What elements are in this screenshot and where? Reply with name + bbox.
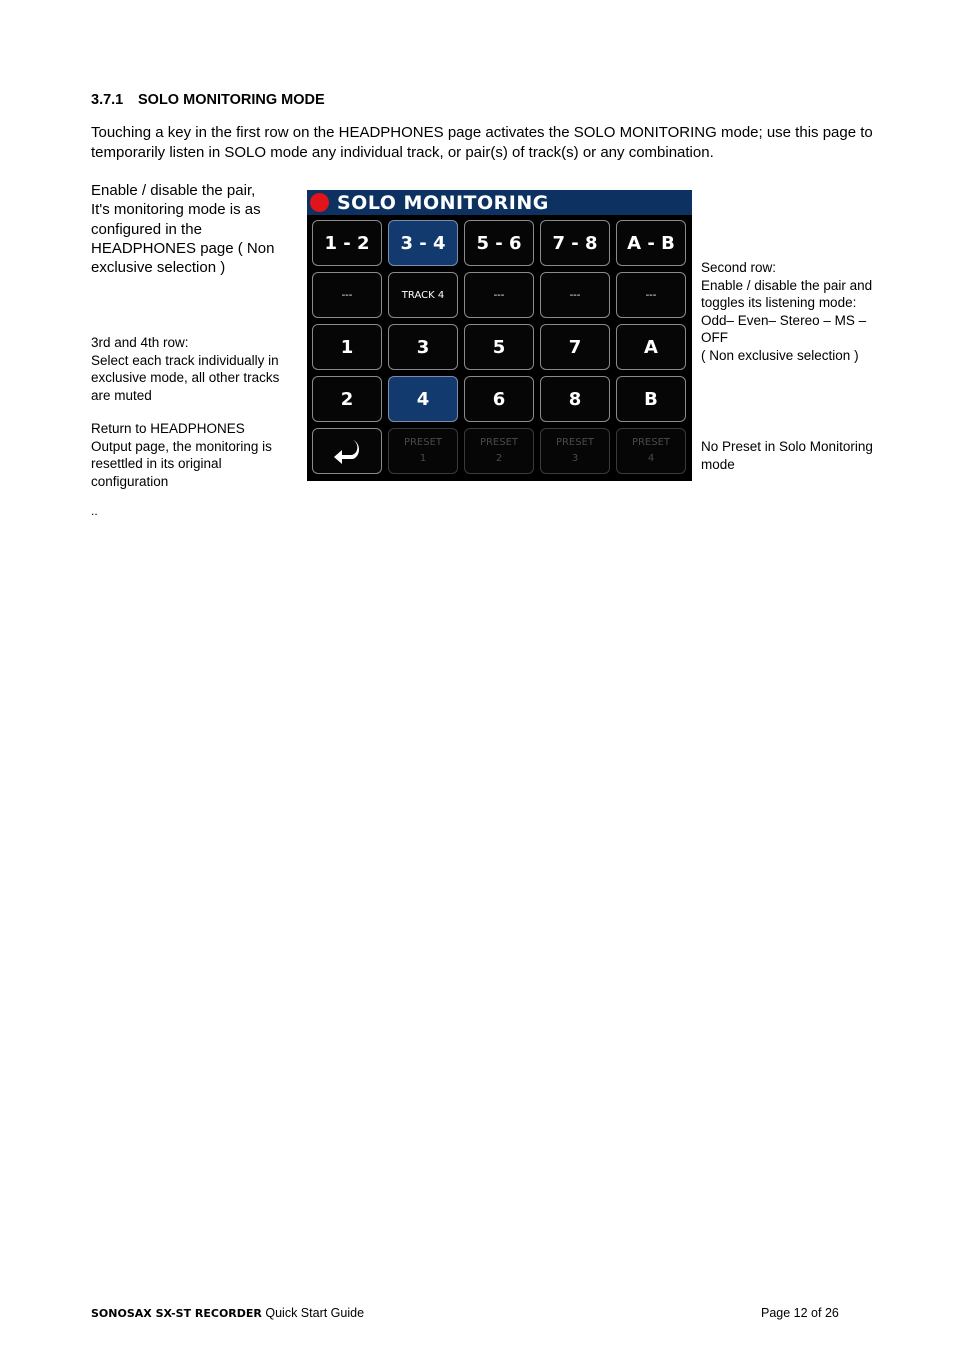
record-indicator-icon <box>310 193 329 212</box>
page-number: Page 12 of 26 <box>761 1306 839 1320</box>
track-key-a[interactable]: A <box>616 324 686 370</box>
track-key-2[interactable]: 2 <box>312 376 382 422</box>
track-key-7[interactable]: 7 <box>540 324 610 370</box>
intro-paragraph: Touching a key in the first row on the HEADPHONES page activates the SOLO MONITORING mode; use this page to temporarily listen in SOLO mode any individual track, or pair(s) of track(s) or any combination. <box>91 124 873 161</box>
preset-button-3: PRESET 3 <box>540 428 610 474</box>
note-no-preset: No Preset in Solo Monitoring mode <box>701 439 873 472</box>
preset-button-1: PRESET 1 <box>388 428 458 474</box>
note-return: Return to HEADPHONES Output page, the monitoring is resettled in its original configuration <box>91 421 272 489</box>
note-first-row: Enable / disable the pair, It's monitoring mode is as configured in the HEADPHONES page ( Non exclusive selection ) <box>91 182 275 277</box>
track-key-5[interactable]: 5 <box>464 324 534 370</box>
section-heading <box>91 92 325 108</box>
note-second-row: Second row: Enable / disable the pair and toggles its listening mode: Odd– Even– Stereo – MS – OFF ( Non exclusive selection ) <box>701 260 873 363</box>
track-key-1[interactable]: 1 <box>312 324 382 370</box>
mode-key-1-2[interactable]: --- <box>312 272 382 318</box>
track-key-4[interactable]: 4 <box>388 376 458 422</box>
pair-key-7-8[interactable]: 7 - 8 <box>540 220 610 266</box>
section-number: 3.7.1 <box>91 92 124 108</box>
screen-title: SOLO MONITORING <box>337 192 549 214</box>
track-key-8[interactable]: 8 <box>540 376 610 422</box>
footer-title <box>91 1306 364 1320</box>
mode-key-5-6[interactable]: --- <box>464 272 534 318</box>
solo-monitoring-screen <box>307 190 692 481</box>
mode-key-3-4[interactable]: TRACK 4 <box>388 272 458 318</box>
mode-key-7-8[interactable]: --- <box>540 272 610 318</box>
footer-brand: SONOSAX SX-ST RECORDER <box>91 1307 262 1320</box>
track-key-6[interactable]: 6 <box>464 376 534 422</box>
return-button[interactable] <box>312 428 382 474</box>
section-title: SOLO MONITORING MODE <box>138 92 325 108</box>
track-key-b[interactable]: B <box>616 376 686 422</box>
pair-key-1-2[interactable]: 1 - 2 <box>312 220 382 266</box>
pair-key-5-6[interactable]: 5 - 6 <box>464 220 534 266</box>
mode-key-a-b[interactable]: --- <box>616 272 686 318</box>
note-rows-3-4: 3rd and 4th row: Select each track individually in exclusive mode, all other tracks are muted <box>91 335 280 403</box>
dots: .. <box>91 504 98 518</box>
screen-title-bar <box>307 190 692 215</box>
preset-button-2: PRESET 2 <box>464 428 534 474</box>
pair-key-3-4[interactable]: 3 - 4 <box>388 220 458 266</box>
track-key-3[interactable]: 3 <box>388 324 458 370</box>
preset-button-4: PRESET 4 <box>616 428 686 474</box>
pair-key-a-b[interactable]: A - B <box>616 220 686 266</box>
return-arrow-icon <box>332 437 362 465</box>
footer-guide: Quick Start Guide <box>261 1306 365 1320</box>
